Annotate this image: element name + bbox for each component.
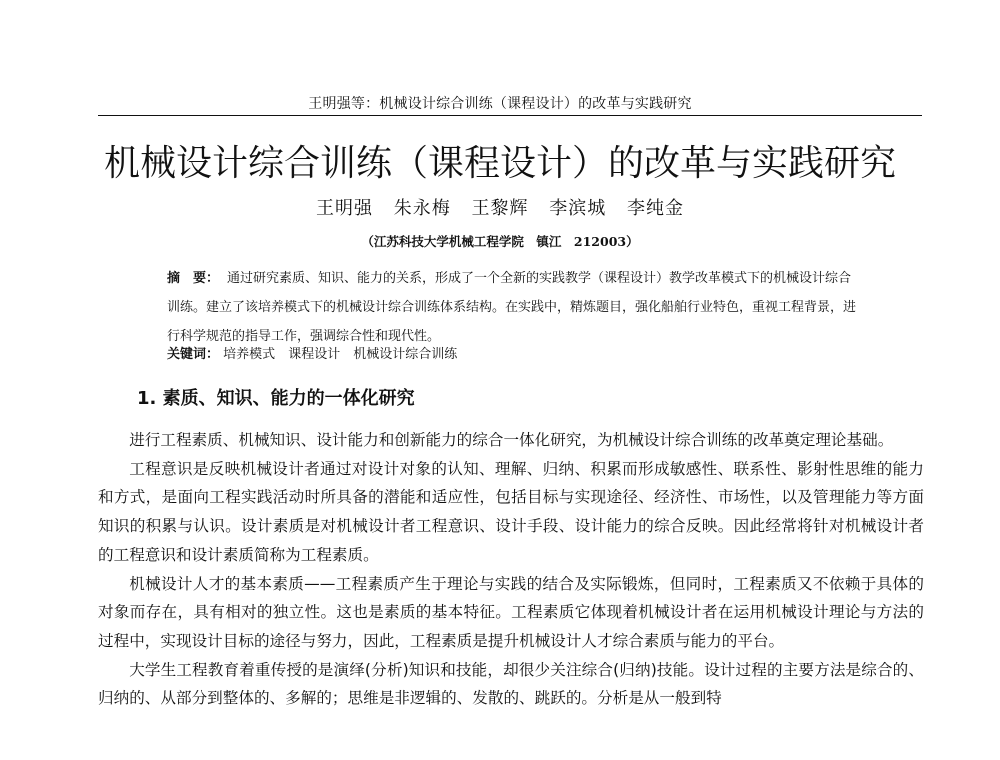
author: 王明强 [316,198,374,219]
author-list [0,197,1000,221]
author: 王黎辉 [471,198,529,219]
section-body [98,426,924,713]
keyword: 培养模式 [223,347,276,362]
body-paragraph: 大学生工程教育着重传授的是演绎(分析)知识和技能，却很少关注综合(归纳)技能。设计过程的主要方法是综合的、归纳的、从部分到整体的、多解的；思维是非逻辑的、发散的、跳跃的。分析是从一般到特 [98,660,924,708]
abstract [167,264,857,351]
author: 李滨城 [549,198,607,219]
body-paragraph: 进行工程素质、机械知识、设计能力和创新能力的综合一体化研究，为机械设计综合训练的改革奠定理论基础。 [129,431,894,449]
keywords-label: 关键词： [167,347,220,362]
header-rule [98,115,922,116]
running-header: 王明强等：机械设计综合训练（课程设计）的改革与实践研究 [308,96,692,112]
abstract-text: 通过研究素质、知识、能力的关系，形成了一个全新的实践教学（课程设计）教学改革模式下的机械设计综合训练。建立了该培养模式下的机械设计综合训练体系结构。在实践中，精炼题目，强化船舶行业特色，重视工程背景，进行科学规范的指导工作，强调综合性和现代性。 [167,271,857,344]
keywords [167,345,857,365]
body-paragraph: 机械设计人才的基本素质——工程素质产生于理论与实践的结合及实际锻炼，但同时，工程素质又不依赖于具体的对象而存在，具有相对的独立性。这也是素质的基本特征。工程素质它体现着机械设计者在运用机械设计理论与方法的过程中，实现设计目标的途径与努力，因此，工程素质是提升机械设计人才综合素质与能力的平台。 [98,574,924,650]
section-heading: 1. 素质、知识、能力的一体化研究 [137,388,415,409]
abstract-label: 摘 要： [167,271,220,286]
author: 朱永梅 [393,198,451,219]
paper-title: 机械设计综合训练（课程设计）的改革与实践研究 [103,143,896,184]
keyword: 课程设计 [288,347,341,362]
author: 李纯金 [626,198,684,219]
body-paragraph: 工程意识是反映机械设计者通过对设计对象的认知、理解、归纳、积累而形成敏感性、联系性、影射性思维的能力和方式，是面向工程实践活动时所具备的潜能和适应性，包括目标与实现途径、经济性、市场性，以及管理能力等方面知识的积累与认识。设计素质是对机械设计者工程意识、设计手段、设计能力的综合反映。因此经常将针对机械设计者的工程意识和设计素质简称为工程素质。 [98,459,924,564]
affiliation: （江苏科技大学机械工程学院 镇江 212003） [361,234,639,249]
keyword: 机械设计综合训练 [353,347,458,362]
